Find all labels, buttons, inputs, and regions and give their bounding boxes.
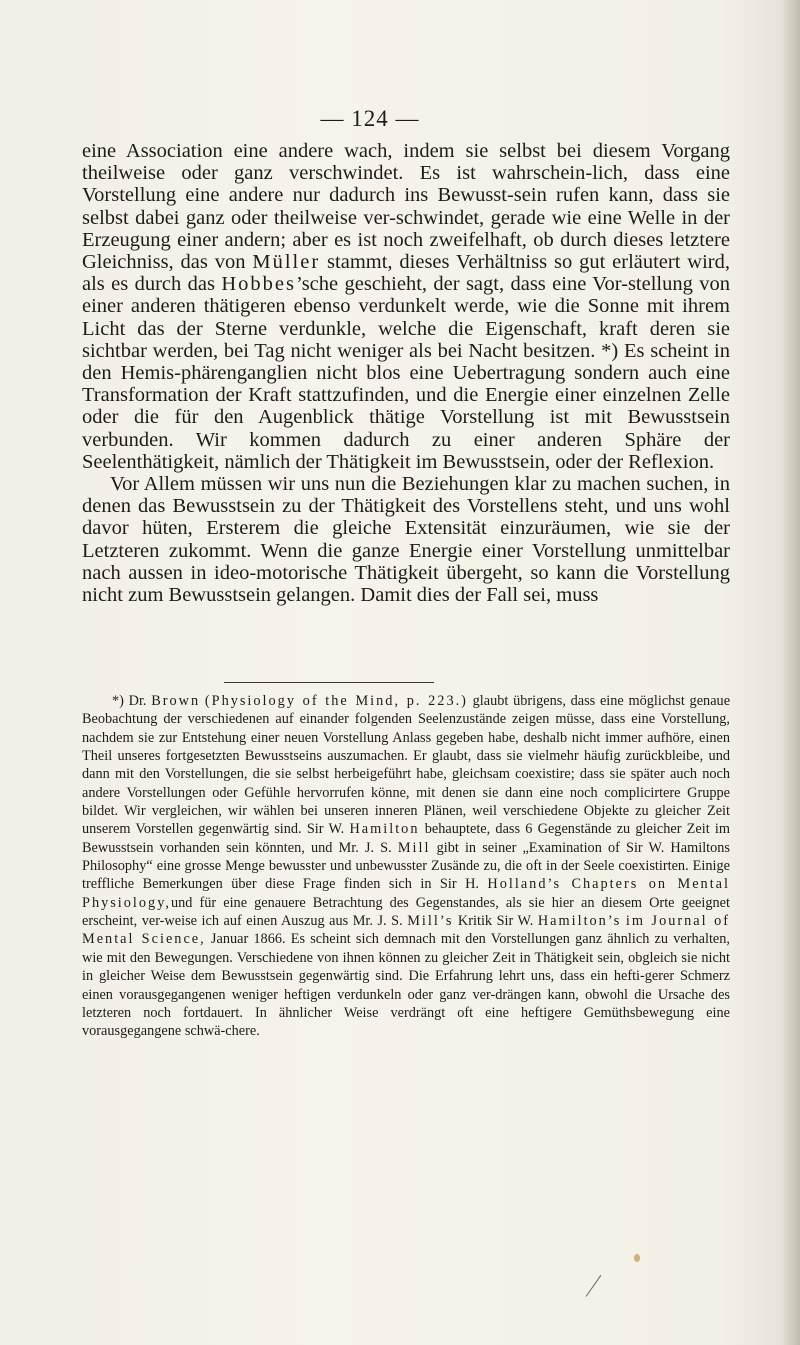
ink-spot: [634, 1254, 640, 1262]
footnote-text-5: Kritik Sir W.: [457, 913, 534, 930]
author-mill: Mill: [397, 839, 431, 856]
footnote-text-4: und für eine genauere Betrachtung des Gegenstandes, als sie hier an diesem Orte geeignet erscheint, ver-weise ich auf einen Auszug aus Mr. J. S.: [82, 894, 730, 930]
paragraph-1: [82, 140, 730, 473]
paragraph-1-part-c: ’sche geschieht, der sagt, dass eine Vor-stellung von einer anderen thätigeren ebenso verdunkelt werde, wie die Sonne mit ihrem Licht das der Sterne verdunkle, welche die Eigenschaft, kraft deren sie sichtbar werden, bei Tag nicht weniger als bei Nacht besitzen. *) Es scheint in den Hemis-phärenganglien nicht blos eine Uebertragung sondern auch eine Transformation der Kraft stattzufinden, und die Energie einer einzelnen Zelle oder die für den Augenblick thätige Vorstellung ist mit Bewusstsein verbunden. Wir kommen dadurch zu einer anderen Sphäre der Seelenthätigkeit, nämlich der Thätigkeit im Bewusstsein, oder der Reflexion.: [82, 273, 730, 473]
paragraph-2: Vor Allem müssen wir uns nun die Beziehungen klar zu machen suchen, in denen das Bewusstsein zu der Thätigkeit des Vorstellens steht, und uns wohl davor hüten, Ersterem die gleiche Extensität einzuräumen, wie sie der Letzteren zukommt. Wenn die ganze Energie einer Vorstellung unmittelbar nach aussen in ideo-motorische Thätigkeit übergeht, so kann die Vorstellung nicht zum Bewusstsein gelangen. Damit dies der Fall sei, muss: [82, 473, 730, 607]
footnote-text-1: glaubt übrigens, dass eine möglichst genaue Beobachtung der verschiedenen auf einander folgenden Seelenzustände zeigen müsse, dass eine Vorstellung, nachdem sie zur Entstehung einer neuen Vorstellung Anlass gegeben habe, deshalb nicht immer aufhöre, einen Theil unseres fortgesetzten Bewusstseins auszumachen. Er glaubt, dass sie vielmehr häufig zurückbleibe, und dann mit den Vorstellungen, die sie selbst herbeigeführt habe, gleichsam coexistire; dass sie später auch noch andere Vorstellungen oder Gefühle hervorrufen könne, mit denen sie dann eine noch complicirtere Gruppe bildet. Wir vergleichen, wir wählen bei unseren inneren Plänen, weil verschiedene Objekte zu gleicher Zeit unserem Vorstellen gegenwärtig sind. Sir W.: [82, 693, 731, 838]
footnote-text-2: behauptete, dass 6 Gegenstände zu gleicher Zeit im Bewusstsein vorhanden sein könnten, und Mr. J. S.: [82, 821, 731, 856]
page-number: — 124 —: [320, 106, 420, 131]
author-hamilton: Hamilton: [349, 821, 420, 838]
author-hamiltons-possessive: Hamilton’s: [537, 913, 622, 930]
work-journal-of-mental-science: im Journal of Mental Science,: [82, 913, 731, 948]
author-brown: Brown: [151, 693, 201, 709]
author-mills-possessive: Mill’s: [407, 913, 454, 930]
footnote-marker: *) Dr.: [112, 693, 147, 709]
main-text: [82, 140, 730, 606]
footnote-paragraph: [82, 692, 730, 1041]
paragraph-1-part-a: eine Association eine andere wach, indem sie selbst bei diesem Vorgang theilweise oder ganz verschwindet. Es ist wahrschein-lich, dass eine Vorstellung eine andere nur dadurch ins Bewusst-sein rufen kann, dass sie selbst dabei ganz oder theilweise ver-schwindet, gerade wie eine Welle in der Erzeugung einer andern; aber es ist noch zweifelhaft, ob durch dieses letztere Gleichniss, das von: [82, 140, 730, 274]
name-mueller: Müller: [252, 251, 321, 274]
name-hobbes: Hobbes: [221, 273, 296, 296]
work-hollands-chapters: Holland’s Chapters on Mental Physiology,: [82, 876, 730, 911]
footnote-text-6: Januar 1866. Es scheint sich demnach mit den Vorstellungen ganz ähnlich zu verhalten, wie mit den Bewegungen. Verschiedene von ihnen können zu gleicher Zeit in Thätigkeit sein, obgleich sie nicht in gleicher Weise dem Bewusstsein gegenwärtig sind. Die Erfahrung lehrt uns, dass ein hefti-gerer Schmerz einen vorausgegangenen weniger heftigen verdunkeln oder ganz ver-drängen kann, obwohl die Ursache des letzteren noch fortdauert. In ähnlicher Weise verdrängt oft eine heftigere Gemüthsbewegung eine vorausgegangene schwä-chere.: [82, 931, 730, 1040]
work-physiology-of-mind: (Physiology of the Mind, p. 223.): [204, 693, 468, 709]
footnote-divider: [224, 682, 434, 683]
pencil-mark: [586, 1275, 602, 1297]
paragraph-1-part-b: stammt, dieses Verhältniss so gut erläutert wird, als es durch das: [82, 251, 731, 296]
footnote-text-3: gibt in seiner „Examination of Sir W. Hamiltons Philosophy“ eine grosse Menge bewusster und unbewusster Zusände zu, die oft in der Seele coexistirten. Einige treffliche Bemerkungen über diese Frage finden sich in Sir H.: [82, 839, 730, 893]
footnote: [82, 692, 730, 1041]
page-edge-shadow: [782, 0, 800, 1345]
